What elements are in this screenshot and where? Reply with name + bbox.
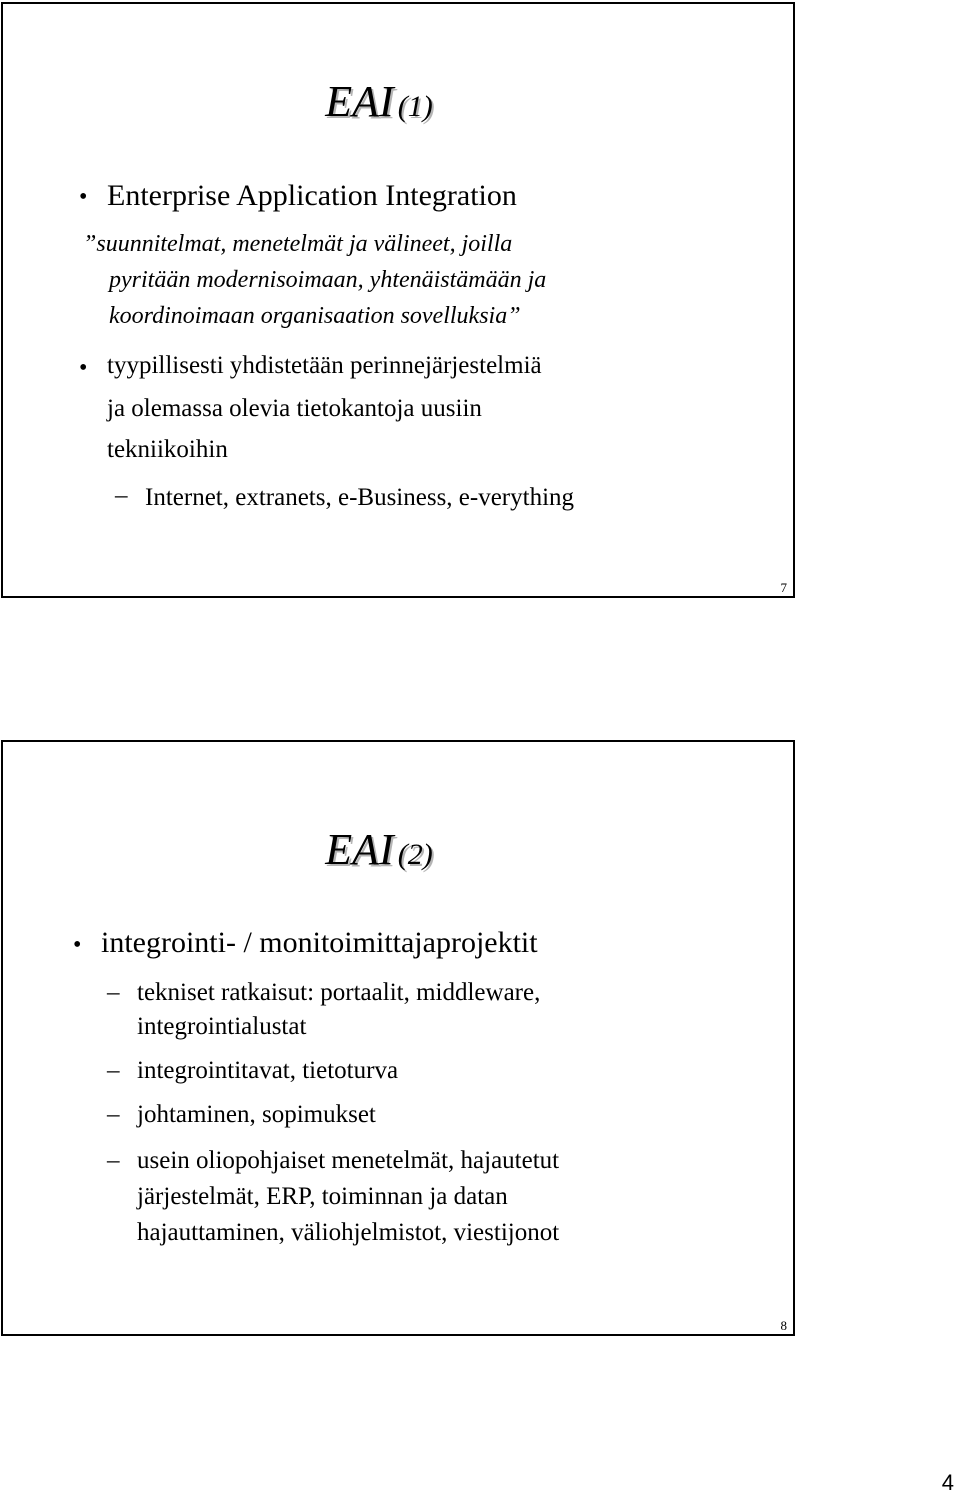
bullet-enterprise-application-integration: Enterprise Application Integration [107,179,517,212]
dash-marker: – [107,1101,120,1128]
dash-marker: – [107,1147,120,1174]
quote-line: koordinoimaan organisaation sovelluksia” [109,303,521,329]
sub-bullet: johtaminen, sopimukset [137,1101,376,1128]
sub-bullet: integrointialustat [137,1013,307,1040]
bullet-dot: • [79,184,88,210]
bullet-line: tekniikoihin [107,436,228,463]
dash-marker: – [107,1057,120,1084]
bullet-integrointi: integrointi- / monitoimittajaprojektit [101,926,538,959]
sub-bullet: integrointitavat, tietoturva [137,1057,399,1084]
dash-marker: – [107,979,120,1006]
quote-line: pyritään modernisoimaan, yhtenäistämään ja [109,267,547,293]
slide-title [3,824,793,875]
sub-bullet: Internet, extranets, e-Business, e-verything [145,484,575,511]
page-number: 7 [780,580,787,595]
slide-title [3,76,793,127]
sub-bullet: tekniset ratkaisut: portaalit, middleware, [137,979,541,1006]
sub-bullet: hajauttaminen, väliohjelmistot, viestijonot [137,1219,560,1246]
bullet-line: tyypillisesti yhdistetään perinnejärjestelmiä [107,352,542,379]
slide-7 [1,2,795,598]
slide-8 [1,740,795,1336]
quote-line: ”suunnitelmat, menetelmät ja välineet, joilla [83,231,513,257]
bullet-dot: • [79,355,88,381]
title-number: (1) [397,90,433,123]
title-text: EAI [325,77,394,126]
bullet-line: ja olemassa olevia tietokantoja uusiin [107,395,482,422]
title-text: EAI [325,825,394,874]
sub-bullet: usein oliopohjaiset menetelmät, hajautetut [137,1147,560,1174]
sheet-page-number: 4 [941,1470,954,1495]
dash-marker: – [115,482,128,509]
bullet-dot: • [73,932,82,958]
title-number: (2) [397,838,433,871]
sub-bullet: järjestelmät, ERP, toiminnan ja datan [137,1183,508,1210]
page-number: 8 [780,1318,787,1333]
